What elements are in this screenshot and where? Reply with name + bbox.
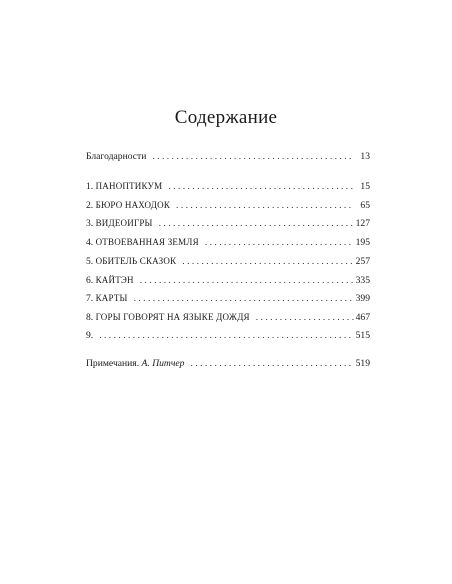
chapter-title: БЮРО НАХОДОК [95,200,171,210]
chapter-title: КАРТЫ [95,293,128,303]
dot-leader [140,274,354,288]
toc-page-number: 13 [360,151,370,162]
toc-page-number: 467 [355,312,370,323]
toc-entry-label [86,254,176,269]
toc-entry-acknowledgements [86,150,370,164]
dot-leader [152,150,354,164]
dot-leader [168,180,354,194]
toc-entry-label [86,179,162,194]
chapter-number: 5. [86,256,94,267]
chapter-number: 8. [86,312,94,323]
toc-entry-chapter-5 [86,254,370,268]
dot-leader [176,199,354,213]
toc-entry-label [86,235,199,250]
toc-entry-label [86,310,250,325]
chapter-number: 4. [86,237,94,248]
toc-page-number: 65 [360,200,370,211]
toc-page-number: 515 [355,330,370,341]
chapter-title: ОТВОЕВАННАЯ ЗЕМЛЯ [95,237,199,247]
toc-entry-label [86,216,153,231]
toc-entry-chapter-7 [86,291,370,305]
chapter-number: 7. [86,293,94,304]
chapter-number: 2. [86,200,94,211]
chapter-number: 3. [86,218,94,229]
chapter-number: 9. [86,330,94,341]
dot-leader [205,236,354,250]
toc-entry-label [86,291,128,306]
toc-page-number: 127 [355,218,370,229]
toc-entry-label [86,273,134,288]
toc-entry-label [86,198,170,213]
toc-entry-notes [86,357,370,371]
notes-label: Примечания. [86,358,140,369]
toc-entry-chapter-8 [86,310,370,324]
toc-entry-chapter-4 [86,235,370,249]
dot-leader [159,217,354,231]
toc-page-number: 519 [355,358,370,369]
dot-leader [99,329,353,343]
toc-entry-chapter-1 [86,179,370,193]
dot-leader [190,357,353,371]
page-title: Содержание [174,107,278,128]
chapter-title: ГОРЫ ГОВОРЯТ НА ЯЗЫКЕ ДОЖДЯ [95,312,250,322]
toc-entry-chapter-2 [86,198,370,212]
toc-entry-chapter-6 [86,273,370,287]
notes-author: А. Питчер [141,358,185,369]
chapter-title: КАЙТЭН [95,275,134,285]
toc-page-number: 15 [360,181,370,192]
toc-entry-chapter-3 [86,216,370,230]
toc-entry-label [86,357,184,371]
chapter-number: 6. [86,275,94,286]
toc-page-number: 335 [355,275,370,286]
toc-page-number: 257 [355,256,370,267]
chapter-number: 1. [86,181,94,192]
dot-leader [134,292,354,306]
dot-leader [256,311,354,325]
chapter-title: ВИДЕОИГРЫ [95,218,153,228]
toc-entry-label [86,328,93,343]
toc-page-number: 195 [355,237,370,248]
toc-entry-chapter-9 [86,328,370,342]
toc-entry-label: Благодарности [86,151,147,162]
toc-page-number: 399 [355,293,370,304]
chapter-title: ПАНОПТИКУМ [95,181,163,191]
chapter-title: ОБИТЕЛЬ СКАЗОК [95,256,177,266]
dot-leader [182,255,353,269]
